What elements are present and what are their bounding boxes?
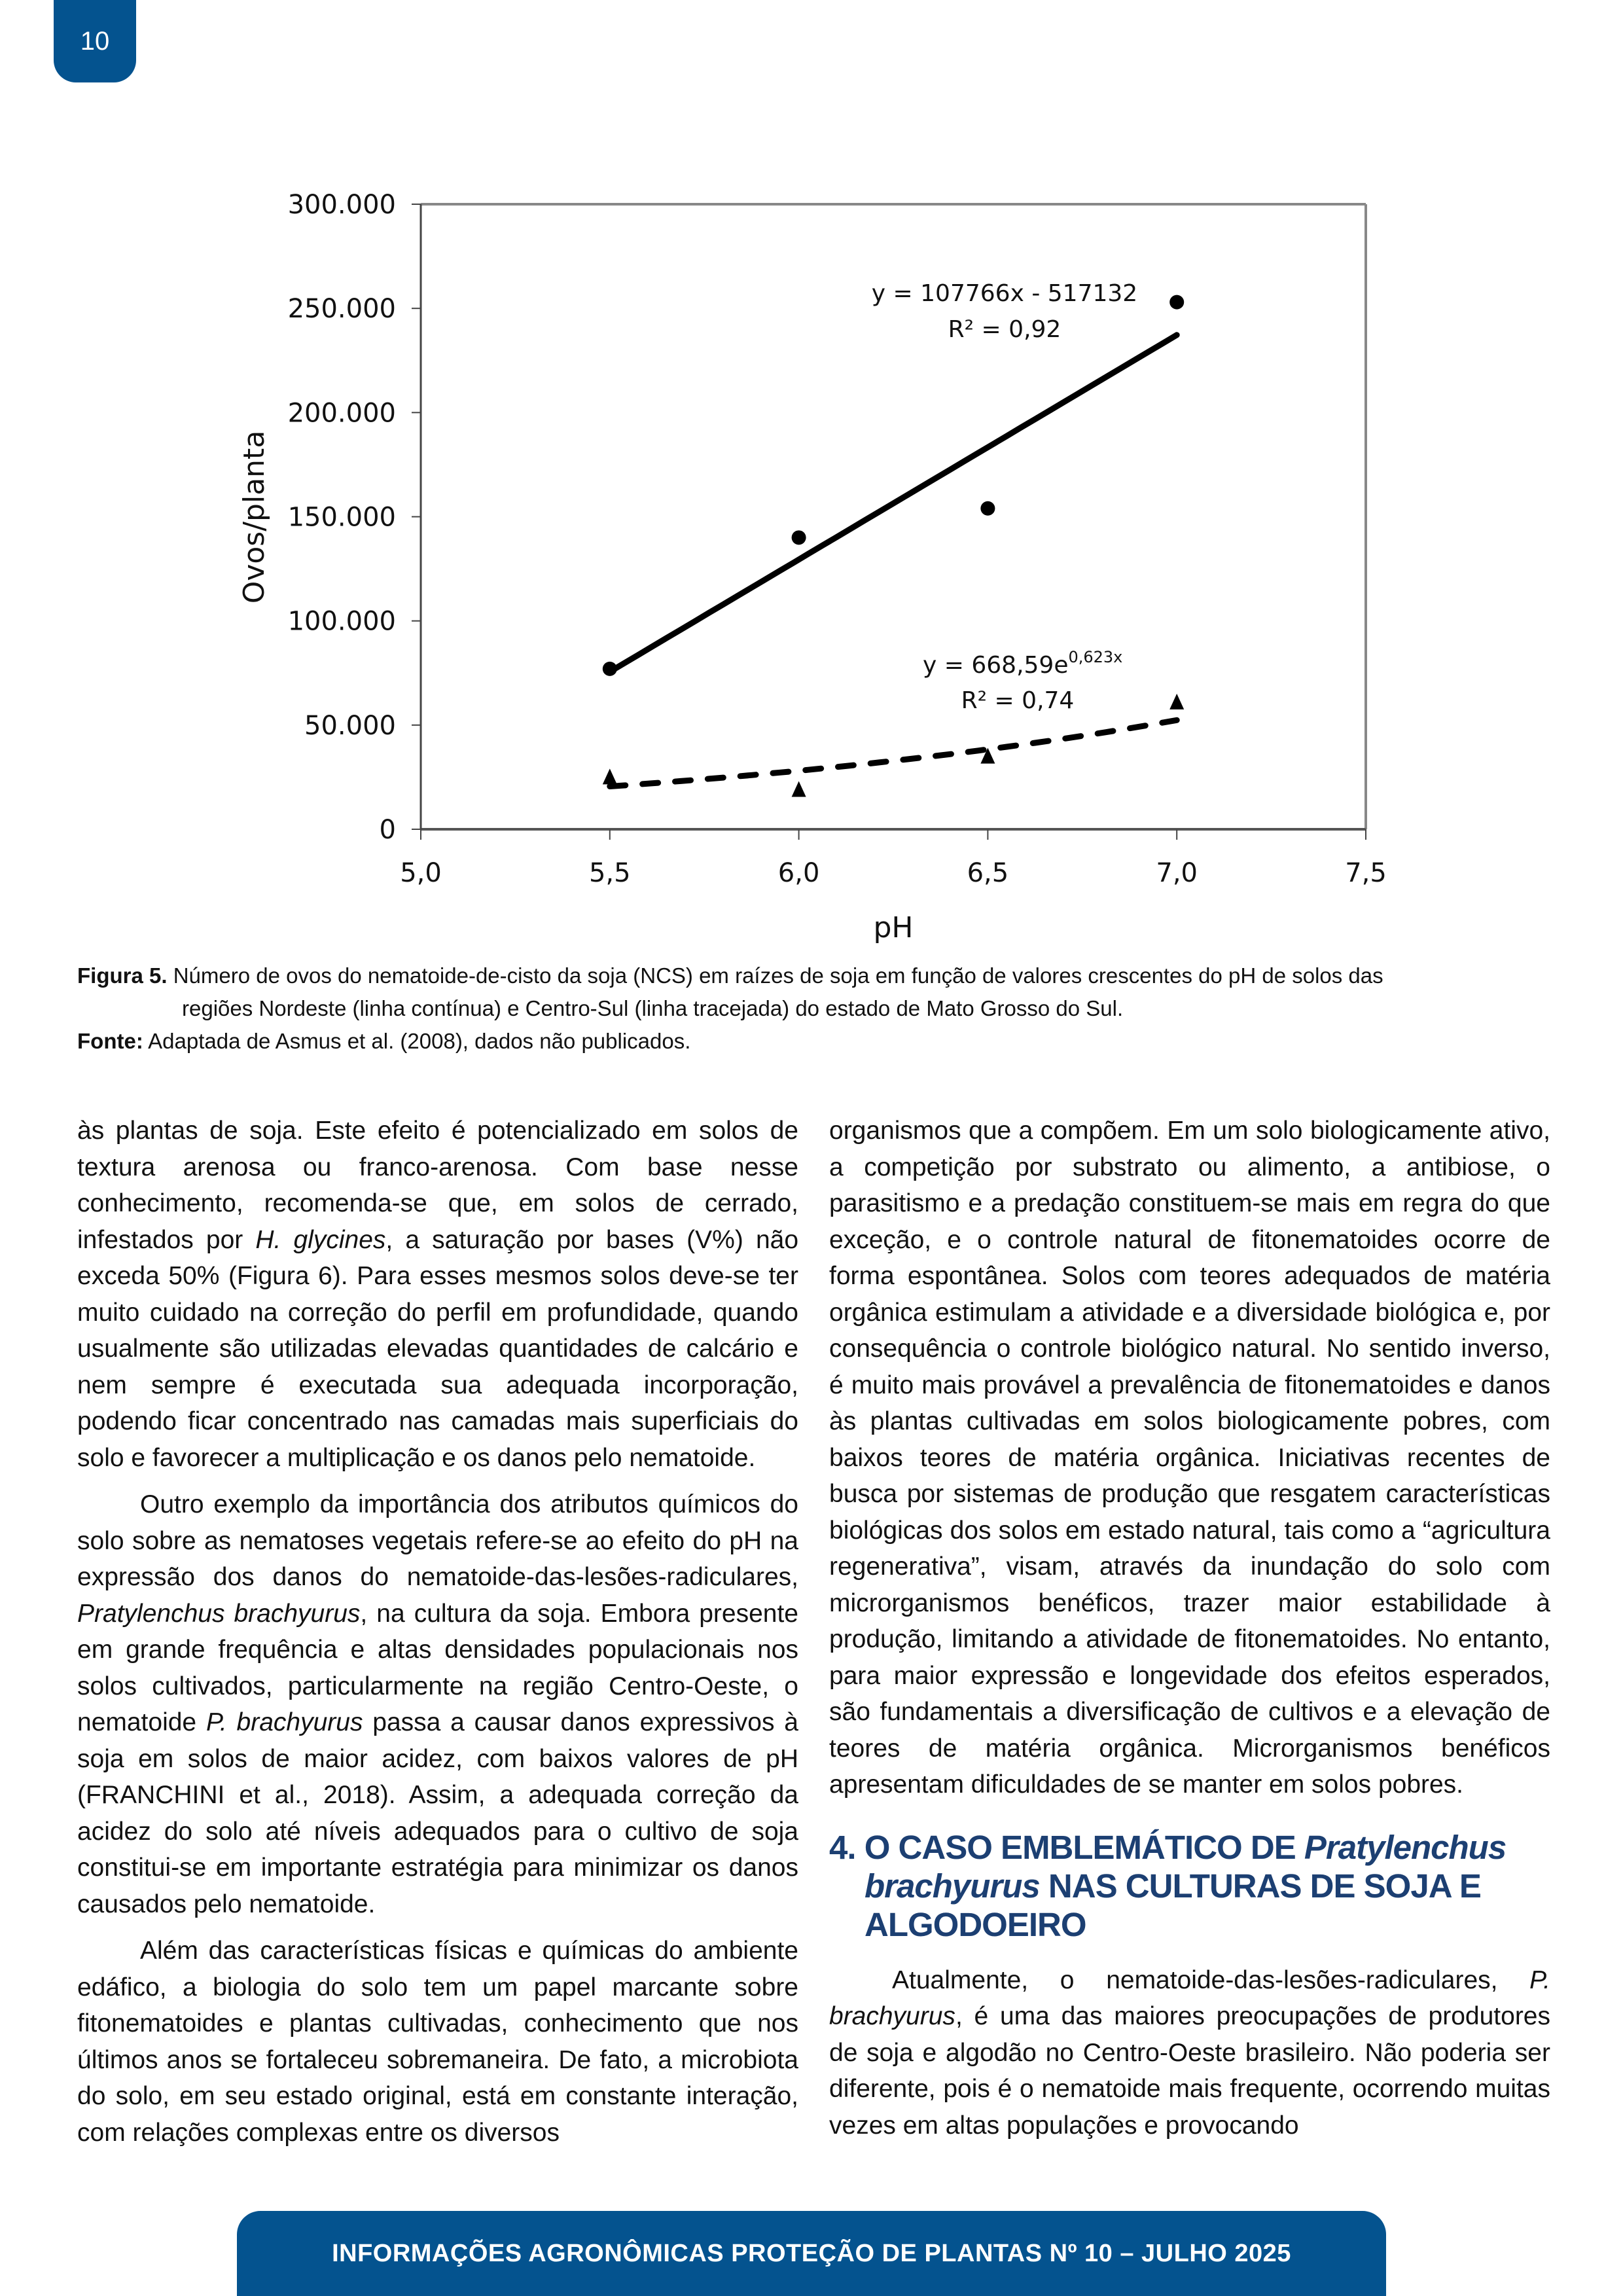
data-point-triangle: [603, 768, 617, 784]
paragraph: [77, 1113, 798, 1476]
page-number: 10: [80, 26, 110, 56]
right-column: [829, 1113, 1550, 2154]
y-axis-title: Ovos/planta: [238, 430, 271, 604]
text: Outro exemplo da importância dos atributos químicos do solo sobre as nematoses vegetais refere-se ao efeito do pH na expressão dos danos do nematoide-das-lesões-radiculares,: [77, 1490, 798, 1591]
source-text: Adaptada de Asmus et al. (2008), dados não publicados.: [143, 1029, 691, 1053]
text: , é uma das maiores preocupações de produtores de soja e algodão no Centro-Oeste brasileiro. Não poderia ser diferente, pois é o nematoide mais frequente, ocorrendo muitas vezes em altas populações e provocando: [829, 2002, 1550, 2140]
data-point-triangle: [792, 781, 806, 797]
trendlines: [610, 335, 1177, 787]
paragraph: organismos que a compõem. Em um solo biologicamente ativo, a competição por substrato ou alimento, a antibiose, o parasitismo e a predação constituem-se mais em regra do que exceção, e o controle natural de fitonematoides ocorre de forma espontânea. Solos com teores adequados de matéria orgânica estimulam a atividade e a diversidade biológica e, por consequência o controle biológico natural. No sentido inverso, é muito mais provável a prevalência de fitonematoides e danos às plantas cultivadas em solos biologicamente pobres, com baixos teores de matéria orgânica. Iniciativas recentes de busca por sistemas de produção que resgatem características biológicas dos solos em estado natural, tais como a “agricultura regenerativa”, visam, através da inundação do solo com microrganismos benéficos, trazer maior estabilidade à produção, limitando a atividade de fitonematoides. No entanto, para maior expressão e longevidade dos efeitos esperados, são fundamentais a diversificação de cultivos e a elevação de teores de matéria orgânica. Microrganismos benéficos apresentam dificuldades de se manter em solos pobres.: [829, 1117, 1550, 1799]
x-tick-label: 5,0: [400, 858, 442, 888]
y-tick-label: 0: [379, 815, 396, 845]
data-points: [603, 295, 1184, 797]
data-point-circle: [1169, 295, 1184, 310]
text: passa a causar danos expressivos à soja em solos de maior acidez, com baixos valores de pH (FRANCHINI et al., 2018). Assim, a adequada correção da acidez do solo até níveis adequados para o cultivo de soja constitui-se em importante estratégia para minimizar os danos causados pelo nematoide.: [77, 1708, 798, 1918]
data-point-circle: [603, 662, 617, 676]
paragraph: [77, 1486, 798, 1922]
figure-label: Figura 5.: [77, 963, 168, 988]
species-name: Pratylenchus brachyurus: [77, 1599, 361, 1628]
x-axis: [400, 829, 1387, 888]
x-tick-label: 6,0: [777, 858, 820, 888]
heading-species: Pratylenchus brachyurus: [865, 1828, 1507, 1905]
x-tick-label: 7,5: [1345, 858, 1387, 888]
data-point-circle: [792, 530, 806, 545]
paragraph: Além das características físicas e químicas do ambiente edáfico, a biologia do solo tem um papel marcante sobre fitonematoides e plantas cultivadas, conhecimento que nos últimos anos se fortaleceu sobremaneira. De fato, a microbiota do solo, em seu estado original, está em constante interação, com relações complexas entre os diversos: [77, 1937, 798, 2147]
species-name: P. brachyurus: [829, 1965, 1550, 2030]
x-tick-label: 6,5: [967, 858, 1009, 888]
source-label: Fonte:: [77, 1029, 143, 1053]
y-axis: [288, 190, 421, 845]
y-tick-label: 100.000: [287, 606, 396, 637]
x-tick-label: 7,0: [1156, 858, 1198, 888]
r2-exponential: R² = 0,74: [961, 687, 1075, 714]
y-tick-label: 50.000: [304, 710, 396, 741]
data-point-triangle: [1169, 694, 1184, 709]
equation-exponential: [923, 648, 1122, 679]
heading-text: 4. O CASO EMBLEMÁTICO DE: [829, 1828, 1304, 1866]
left-column: [77, 1113, 798, 2161]
data-point-circle: [980, 501, 995, 516]
y-tick-label: 300.000: [287, 190, 396, 220]
y-tick-label: 150.000: [287, 502, 396, 533]
figure-5-chart: [0, 0, 1623, 956]
heading-text: NAS CULTURAS DE SOJA E ALGODOEIRO: [865, 1867, 1481, 1943]
trendline-linear: [610, 335, 1177, 672]
x-axis-title: pH: [873, 911, 914, 944]
equation-exponential-base: y = 668,59e: [923, 652, 1069, 679]
equation-exponential-exponent: 0,623x: [1068, 648, 1123, 666]
text: , na cultura da soja. Embora presente em grande frequência e altas densidades populacionais nos solos cultivados, particularmente na região Centro-Oeste, o nematoide: [77, 1599, 799, 1736]
text: Atualmente, o nematoide-das-lesões-radiculares,: [892, 1965, 1530, 1994]
equation-linear: y = 107766x - 517132: [871, 280, 1138, 307]
y-tick-label: 200.000: [287, 398, 396, 429]
trendline-exponential: [610, 720, 1177, 786]
footer-banner: [237, 2211, 1386, 2296]
x-tick-label: 5,5: [588, 858, 631, 888]
species-name: P. brachyurus: [205, 1708, 363, 1736]
text: , a saturação por bases (V%) não exceda 50% (Figura 6). Para esses mesmos solos deve-se ter muito cuidado na correção do perfil em profundidade, quando usualmente são utilizadas elevadas quantidades de calcário e nem sempre é executada sua adequada incorporação, podendo ficar concentrado nas camadas mais superficiais do solo e favorecer a multiplicação e os danos pelo nematoide.: [77, 1225, 799, 1472]
figure-text-line-2: regiões Nordeste (linha contínua) e Centro-Sul (linha tracejada) do estado de Mato Grosso do Sul.: [182, 996, 1124, 1020]
figure-caption: [77, 960, 1563, 1058]
section-heading: [829, 1828, 1550, 1944]
r2-linear: R² = 0,92: [948, 316, 1061, 343]
y-tick-label: 250.000: [287, 294, 396, 325]
paragraph: [829, 1962, 1550, 2144]
figure-text-line-1: Número de ovos do nematoide-de-cisto da soja (NCS) em raízes de soja em função de valores crescentes do pH de solos das: [167, 963, 1383, 988]
text: às plantas de soja. Este efeito é potencializado em solos de textura arenosa ou franco-arenosa. Com base nesse conhecimento, recomenda-se que, em solos de cerrado, infestados por: [77, 1117, 798, 1254]
footer-text: INFORMAÇÕES AGRONÔMICAS PROTEÇÃO DE PLANTAS Nº 10 – JULHO 2025: [332, 2239, 1291, 2267]
species-name: H. glycines: [255, 1225, 386, 1254]
